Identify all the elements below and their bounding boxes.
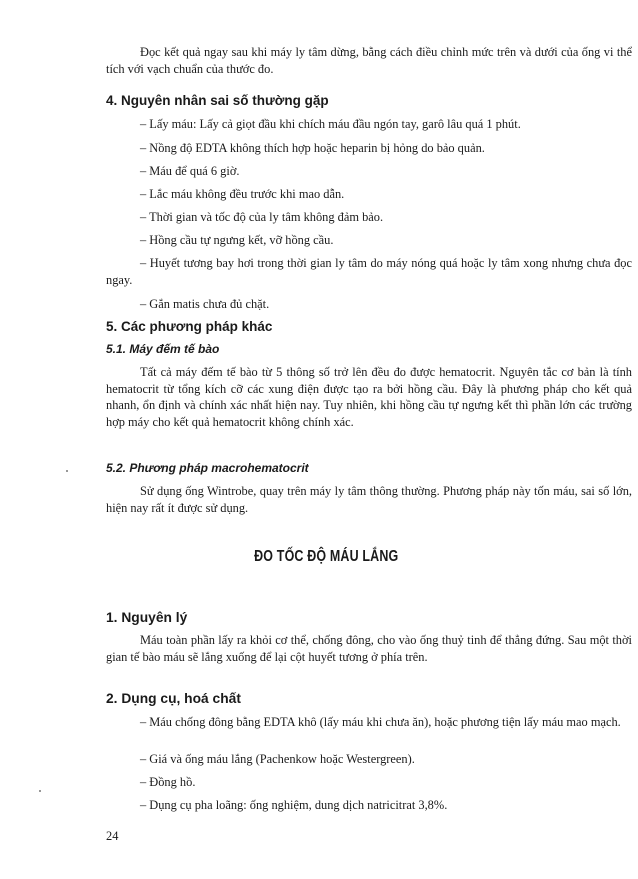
list-item: – Dụng cụ pha loãng: ống nghiệm, dung dịch natricitrat 3,8%. [140, 798, 448, 812]
list-item-wrapped: – Máu chống đông bằng EDTA khô (lấy máu khi chưa ăn), hoặc phương tiện lấy máu mao mạch. [140, 715, 621, 729]
list-item: – Đồng hồ. [140, 775, 196, 789]
chapter-title: ĐO TỐC ĐỘ MÁU LẮNG [254, 548, 399, 565]
part-1-paragraph: Máu toàn phần lấy ra khỏi cơ thể, chống đông, cho vào ống thuỷ tinh để thẳng đứng. Sau một thời gian tế bào máu sẽ lắng xuống để lại cột huyết tương ở phía trên. [106, 633, 632, 664]
part-1-heading: 1. Nguyên lý [106, 610, 188, 625]
list-item: – Thời gian và tốc độ của ly tâm không đảm bảo. [140, 210, 384, 224]
list-item: – Nồng độ EDTA không thích hợp hoặc heparin bị hỏng do bảo quản. [140, 141, 485, 155]
list-item: – Hồng cầu tự ngưng kết, vỡ hồng cầu. [140, 233, 334, 247]
section-4-heading: 4. Nguyên nhân sai số thường gặp [106, 93, 329, 108]
list-item: – Gắn matis chưa đủ chặt. [140, 297, 270, 311]
part-2-heading: 2. Dụng cụ, hoá chất [106, 691, 241, 706]
scan-speck [39, 790, 41, 792]
list-item: – Máu để quá 6 giờ. [140, 164, 240, 178]
list-item: – Giá và ống máu lắng (Pachenkow hoặc Westergreen). [140, 752, 415, 766]
list-item: – Lấy máu: Lấy cả giọt đầu khi chích máu đầu ngón tay, garô lâu quá 1 phút. [140, 117, 521, 131]
list-item-wrapped: – Huyết tương bay hơi trong thời gian ly tâm do máy nóng quá hoặc ly tâm xong nhưng chưa đọc ngay. [106, 256, 632, 287]
intro-paragraph: Đọc kết quả ngay sau khi máy ly tâm dừng, bằng cách điều chỉnh mức trên và dưới của ống vi thể tích với vạch chuẩn của thước đo. [106, 45, 632, 76]
page-number: 24 [106, 829, 119, 843]
subsection-5-1-paragraph: Tất cả máy đếm tế bào từ 5 thông số trở lên đều đo được hematocrit. Nguyên tắc cơ bản là tính hematocrit từ tổng kích cỡ các xung điện được tạo ra bởi hồng cầu. Đây là phương pháp cho kết quả nhanh, ổn định và chính xác nhất hiện nay. Tuy nhiên, khi hồng cầu tự ngưng kết thì phần lớn các trường hợp máy cho kết quả hematocrit không chính xác. [106, 365, 632, 429]
scan-speck [66, 470, 68, 472]
subsection-5-2-heading: 5.2. Phương pháp macrohematocrit [106, 461, 309, 475]
subsection-5-1-heading: 5.1. Máy đếm tế bào [106, 342, 220, 356]
subsection-5-2-paragraph: Sử dụng ống Wintrobe, quay trên máy ly tâm thông thường. Phương pháp này tốn máu, sai số lớn, hiện nay rất ít được sử dụng. [106, 484, 632, 515]
list-item: – Lắc máu không đều trước khi mao dẫn. [140, 187, 345, 201]
section-5-heading: 5. Các phương pháp khác [106, 319, 273, 334]
